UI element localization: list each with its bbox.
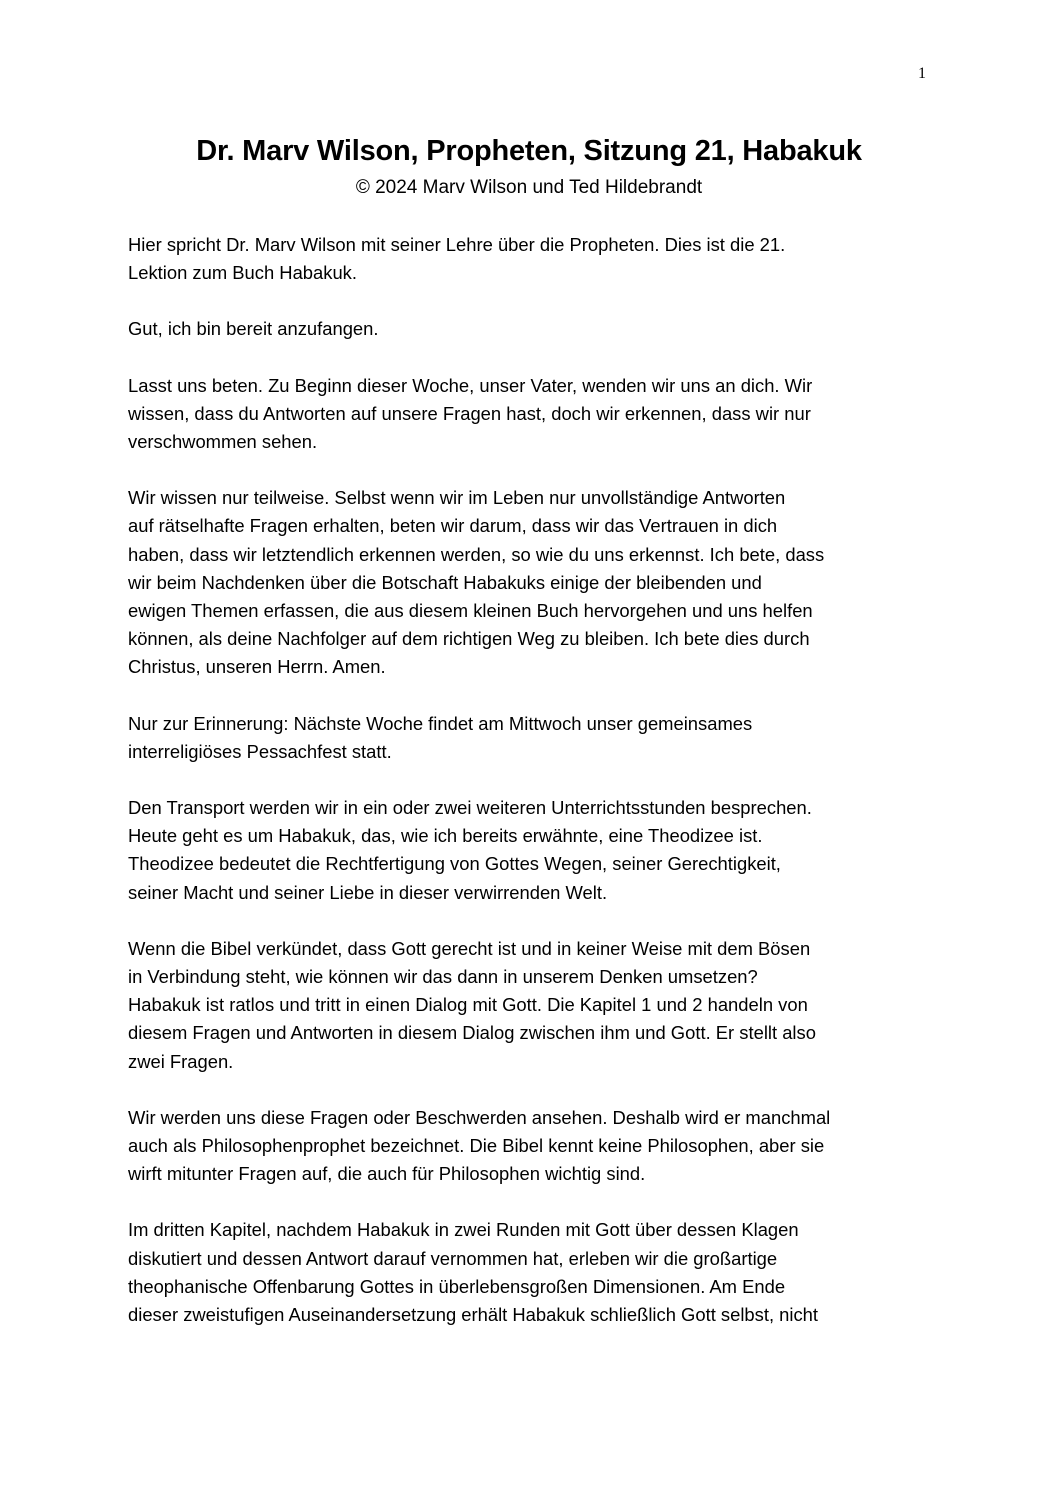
paragraph-line: Lasst uns beten. Zu Beginn dieser Woche, unser Vater, wenden wir uns an dich. Wir bbox=[128, 374, 813, 396]
paragraph-line: Christus, unseren Herrn. Amen. bbox=[128, 656, 386, 678]
paragraph-line: zwei Fragen. bbox=[128, 1050, 234, 1072]
body-paragraph bbox=[128, 315, 938, 343]
copyright-line: © 2024 Marv Wilson und Ted Hildebrandt bbox=[355, 177, 703, 198]
paragraph-line: seiner Macht und seiner Liebe in dieser verwirrenden Welt. bbox=[128, 881, 608, 903]
paragraph-line: können, als deine Nachfolger auf dem richtigen Weg zu bleiben. Ich bete dies durch bbox=[128, 628, 810, 650]
paragraph-line: interreligiöses Pessachfest statt. bbox=[128, 740, 392, 762]
body-paragraph bbox=[128, 1216, 938, 1329]
paragraph-line: theophanische Offenbarung Gottes in überlebensgroßen Dimensionen. Am Ende bbox=[128, 1275, 786, 1297]
paragraph-line: Nur zur Erinnerung: Nächste Woche findet am Mittwoch unser gemeinsames bbox=[128, 712, 753, 734]
paragraph-line: Theodizee bedeutet die Rechtfertigung von Gottes Wegen, seiner Gerechtigkeit, bbox=[128, 853, 781, 875]
body-paragraph bbox=[128, 372, 938, 457]
paragraph-line: Hier spricht Dr. Marv Wilson mit seiner Lehre über die Propheten. Dies ist die 21. bbox=[128, 234, 786, 255]
paragraph-line: Wir werden uns diese Fragen oder Beschwerden ansehen. Deshalb wird er manchmal bbox=[128, 1106, 831, 1128]
body-paragraph bbox=[128, 231, 938, 287]
paragraph-line: dieser zweistufigen Auseinandersetzung erhält Habakuk schließlich Gott selbst, nicht bbox=[128, 1304, 819, 1326]
paragraph-line: Heute geht es um Habakuk, das, wie ich bereits erwähnte, eine Theodizee ist. bbox=[128, 825, 763, 847]
body-paragraph bbox=[128, 935, 938, 1076]
paragraph-line: verschwommen sehen. bbox=[128, 431, 318, 453]
paragraph-line: in Verbindung steht, wie können wir das dann in unserem Denken umsetzen? bbox=[128, 966, 758, 988]
body-paragraph bbox=[128, 710, 938, 766]
body-paragraph bbox=[128, 794, 938, 907]
paragraph-line: Den Transport werden wir in ein oder zwei weiteren Unterrichtsstunden besprechen. bbox=[128, 797, 812, 819]
paragraph-line: diesem Fragen und Antworten in diesem Dialog zwischen ihm und Gott. Er stellt also bbox=[128, 1022, 816, 1044]
body-paragraph bbox=[128, 484, 938, 681]
paragraph-line: wirft mitunter Fragen auf, die auch für Philosophen wichtig sind. bbox=[128, 1163, 646, 1185]
paragraph-line: Lektion zum Buch Habakuk. bbox=[128, 262, 357, 284]
paragraph-line: auch als Philosophenprophet bezeichnet. Die Bibel kennt keine Philosophen, aber sie bbox=[128, 1135, 825, 1157]
page-number: 1 bbox=[918, 65, 926, 82]
paragraph-line: Wir wissen nur teilweise. Selbst wenn wir im Leben nur unvollständige Antworten bbox=[128, 487, 786, 509]
body-paragraph bbox=[128, 1104, 938, 1189]
paragraph-line: auf rätselhafte Fragen erhalten, beten wir darum, dass wir das Vertrauen in dich bbox=[128, 515, 778, 537]
document-title: Dr. Marv Wilson, Propheten, Sitzung 21, Habakuk bbox=[196, 135, 862, 167]
paragraph-line: ewigen Themen erfassen, die aus diesem kleinen Buch hervorgehen und uns helfen bbox=[128, 600, 813, 622]
body-text bbox=[128, 231, 938, 1357]
paragraph-line: Wenn die Bibel verkündet, dass Gott gerecht ist und in keiner Weise mit dem Bösen bbox=[128, 937, 811, 959]
paragraph-line: Habakuk ist ratlos und tritt in einen Dialog mit Gott. Die Kapitel 1 und 2 handeln von bbox=[128, 994, 808, 1016]
paragraph-line: haben, dass wir letztendlich erkennen werden, so wie du uns erkennst. Ich bete, dass bbox=[128, 543, 825, 565]
paragraph-line: Gut, ich bin bereit anzufangen. bbox=[128, 318, 379, 340]
paragraph-line: wissen, dass du Antworten auf unsere Fragen hast, doch wir erkennen, dass wir nur bbox=[128, 402, 811, 424]
paragraph-line: diskutiert und dessen Antwort darauf vernommen hat, erleben wir die großartige bbox=[128, 1247, 778, 1269]
paragraph-line: wir beim Nachdenken über die Botschaft Habakuks einige der bleibenden und bbox=[128, 571, 762, 593]
paragraph-line: Im dritten Kapitel, nachdem Habakuk in zwei Runden mit Gott über dessen Klagen bbox=[128, 1219, 799, 1241]
